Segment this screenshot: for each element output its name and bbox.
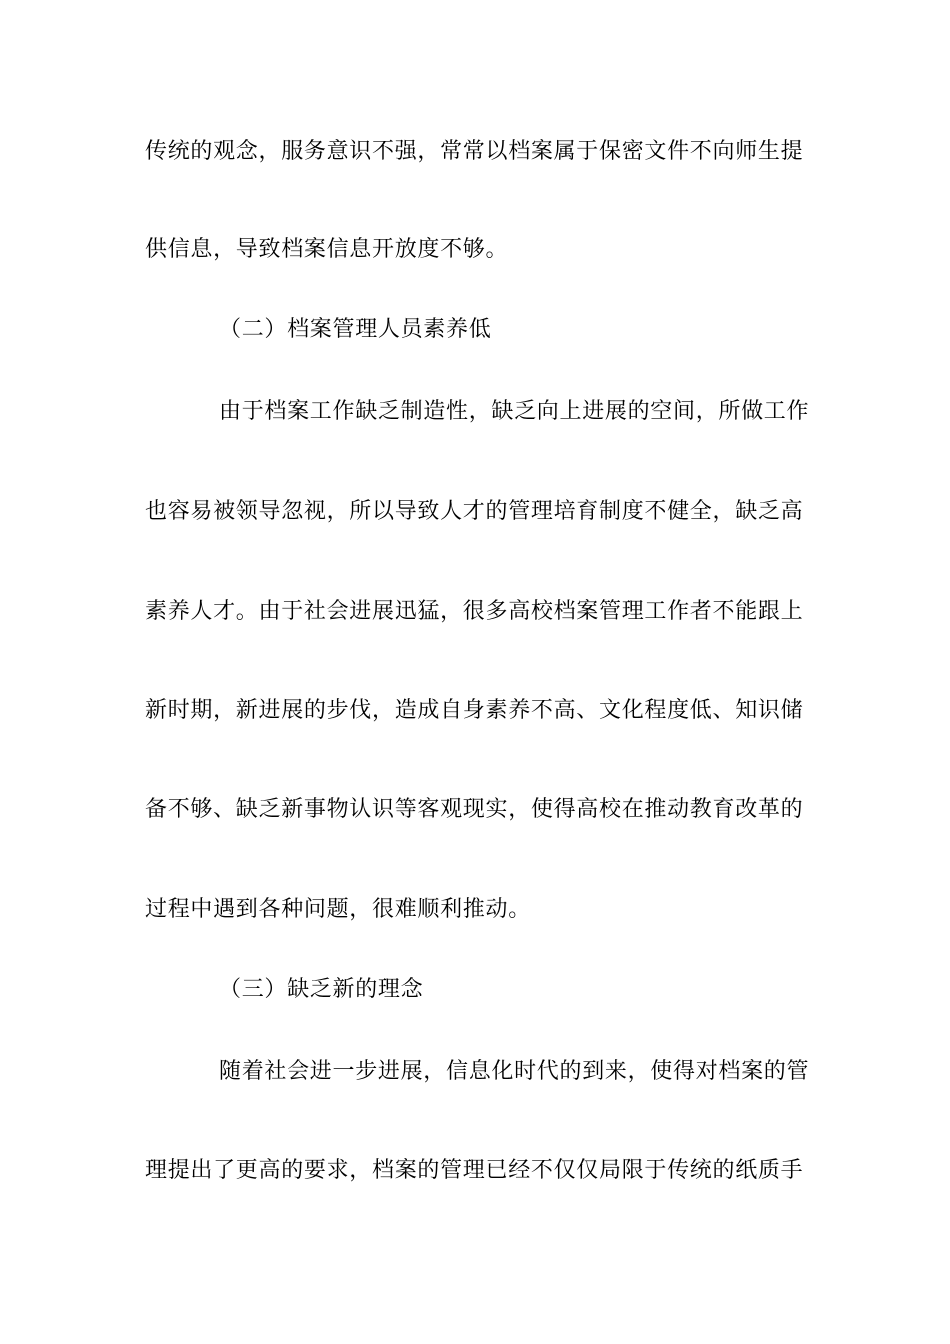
section-heading: （三）缺乏新的理念: [219, 977, 424, 1002]
paragraph-line: 新时期，新进展的步伐，造成自身素养不高、文化程度低、知识储: [145, 698, 804, 723]
paragraph-line: 由于档案工作缺乏制造性，缺乏向上进展的空间，所做工作: [219, 399, 810, 424]
paragraph-line: 随着社会进一步进展，信息化时代的到来，使得对档案的管: [219, 1059, 810, 1084]
paragraph-line: 备不够、缺乏新事物认识等客观现实，使得高校在推动教育改革的: [145, 797, 804, 822]
paragraph-line: 素养人才。由于社会进展迅猛，很多高校档案管理工作者不能跟上: [145, 599, 804, 624]
paragraph-line: 过程中遇到各种问题，很难顺利推动。: [145, 897, 531, 922]
paragraph-line: 也容易被领导忽视，所以导致人才的管理培育制度不健全，缺乏高: [145, 499, 804, 524]
paragraph-line: 供信息，导致档案信息开放度不够。: [145, 237, 509, 262]
paragraph-line: 传统的观念，服务意识不强，常常以档案属于保密文件不向师生提: [145, 139, 804, 164]
section-heading: （二）档案管理人员素养低: [219, 317, 492, 342]
paragraph-line: 理提出了更高的要求，档案的管理已经不仅仅局限于传统的纸质手: [145, 1158, 804, 1183]
